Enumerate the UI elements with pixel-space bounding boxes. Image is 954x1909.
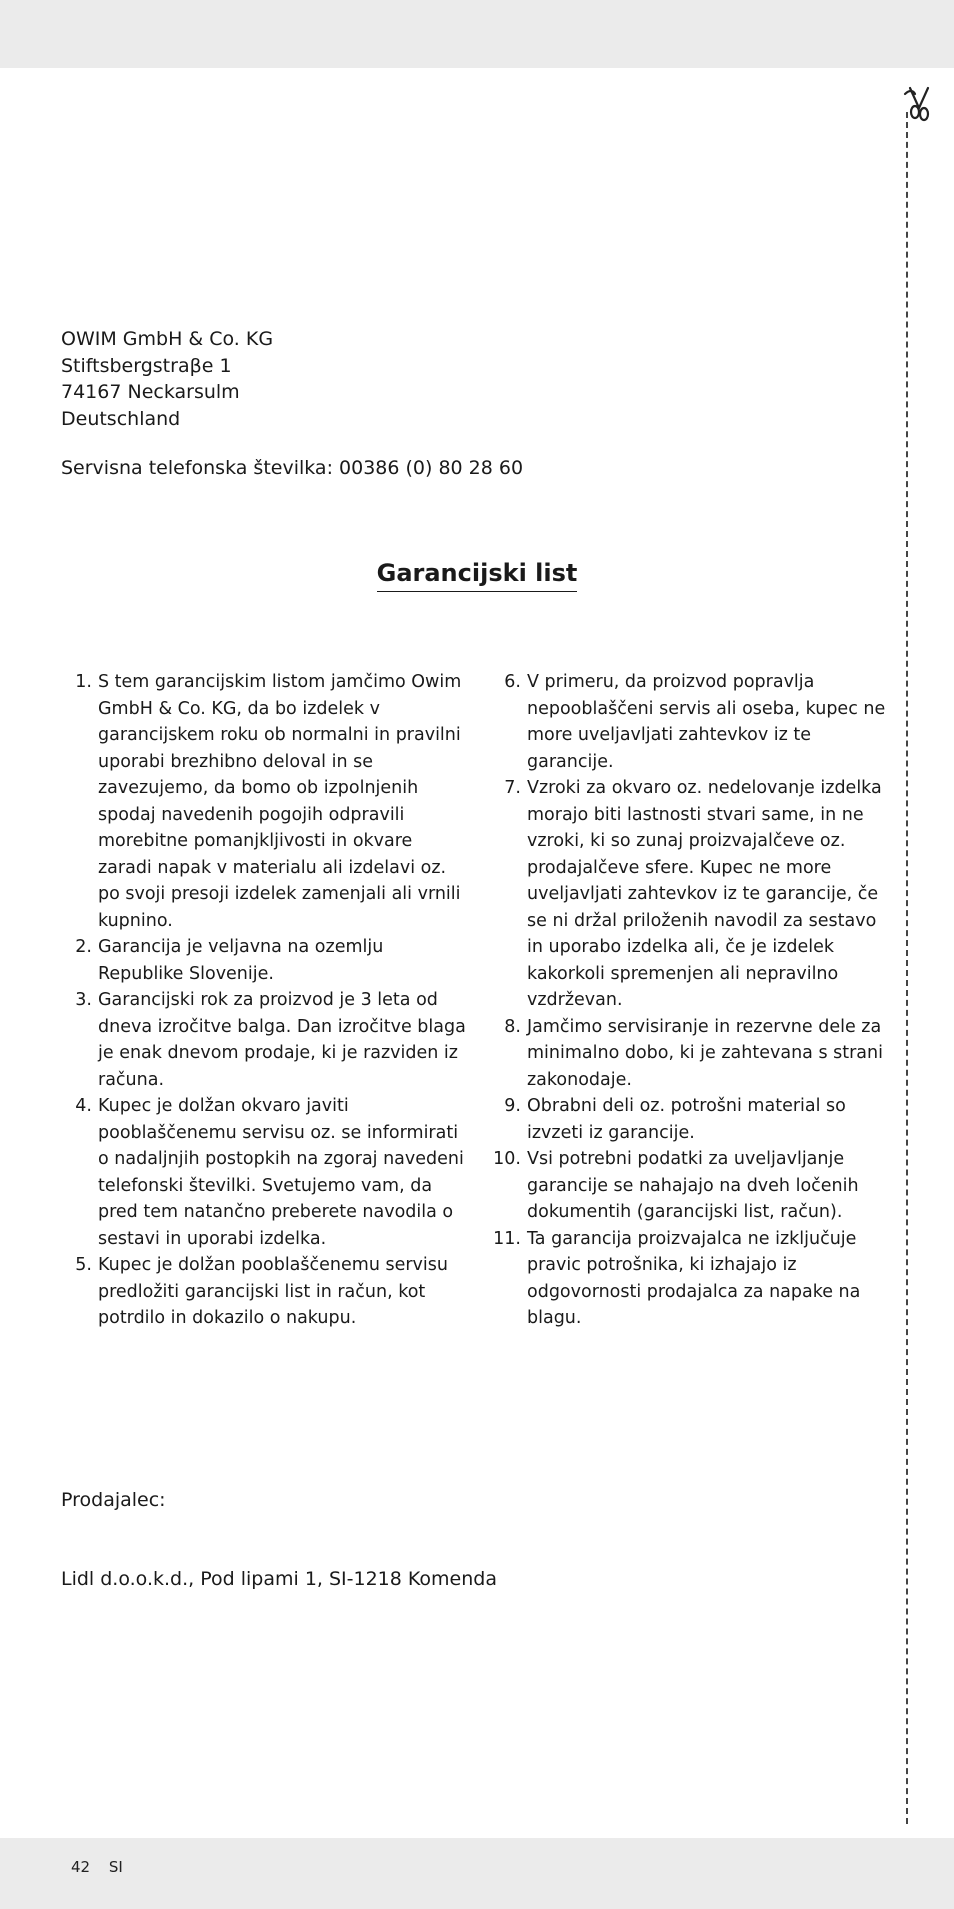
- terms-item-number: 9.: [504, 1096, 521, 1116]
- terms-item-number: 7.: [504, 778, 521, 798]
- terms-item-number: 1.: [75, 672, 92, 692]
- terms-item: [490, 1226, 895, 1332]
- terms-item: [61, 1093, 466, 1252]
- terms-item: [490, 1093, 895, 1146]
- terms-item-text: Obrabni deli oz. potrošni material so izvzeti iz garancije.: [527, 1096, 846, 1143]
- language-code: SI: [108, 1858, 123, 1876]
- page-footer: [71, 1858, 137, 1876]
- manufacturer-address: [61, 326, 273, 432]
- service-phone: Servisna telefonska številka: 00386 (0) 80 28 60: [61, 457, 524, 479]
- terms-item-number: 6.: [504, 672, 521, 692]
- bottom-margin-band: [0, 1838, 954, 1909]
- terms-item-text: Ta garancija proizvajalca ne izključuje pravic potrošnika, ki izhajajo iz odgovornosti prodajalca za napake na blagu.: [527, 1228, 861, 1328]
- terms-item-number: 2.: [75, 937, 92, 957]
- terms-item-text: S tem garancijskim listom jamčimo Owim GmbH & Co. KG, da bo izdelek v garancijskem roku ob normalni in pravilni uporabi brezhibno deloval in se zavezujemo, da bomo ob izpolnjenih spodaj navedenih pogojih odpravili morebitne pomanjkljivosti in okvare zaradi napak v materialu ali izdelavi oz. po svoji presoji izdelek zamenjali ali vrnili kupnino.: [98, 672, 462, 931]
- terms-item-number: 3.: [75, 990, 92, 1010]
- terms-item-text: Vsi potrebni podatki za uveljavljanje garancije se nahajajo na dveh ločenih dokumentih (garancijski list, račun).: [527, 1149, 859, 1222]
- address-country: Deutschland: [61, 407, 181, 430]
- terms-column-left: [61, 669, 466, 1332]
- page-title-text: Garancijski list: [377, 559, 578, 592]
- terms-item-text: Kupec je dolžan okvaro javiti pooblaščenemu servisu oz. se informirati o nadaljnjih postopkih na zgoraj navedeni telefonski številki. Svetujemo vam, da pred tem natančno preberete navodila o sestavi in uporabi izdelka.: [98, 1096, 464, 1249]
- terms-item-number: 11.: [493, 1228, 521, 1249]
- terms-item-text: Kupec je dolžan pooblaščenemu servisu predložiti garancijski list in račun, kot potrdilo in dokazilo o nakupu.: [98, 1255, 448, 1328]
- terms-item: [61, 1252, 466, 1332]
- terms-item-number: 4.: [75, 1096, 92, 1116]
- terms-item: [490, 1014, 895, 1094]
- cut-line: [906, 112, 908, 1824]
- terms-item: [61, 987, 466, 1093]
- terms-item-text: Jamčimo servisiranje in rezervne dele za minimalno dobo, ki je zahtevana s strani zakonodaje.: [527, 1016, 883, 1090]
- terms-item: [490, 669, 895, 775]
- terms-item: [490, 775, 895, 1014]
- terms-item-text: Vzroki za okvaro oz. nedelovanje izdelka morajo biti lastnosti stvari same, in ne vzroki, ki so zunaj proizvajalčeve oz. prodajalčeve sfere. Kupec ne more uveljavljati zahtevkov iz te garancije, če se ni držal priloženih navodil za sestavo in uporabo izdelka ali, če je izdelek kakorkoli spremenjen ali nepravilno vzdrževan.: [527, 778, 882, 1010]
- page-number: 42: [71, 1858, 91, 1876]
- terms-item-text: V primeru, da proizvod popravlja nepooblaščeni servis ali oseba, kupec ne more uveljavljati zahtevkov iz te garancije.: [527, 672, 886, 772]
- terms-item: [61, 669, 466, 934]
- terms-item-text: Garancija je veljavna na ozemlju Republike Slovenije.: [98, 937, 384, 984]
- terms-item-number: 10.: [493, 1149, 521, 1169]
- terms-item-number: 8.: [504, 1016, 521, 1037]
- terms-item-text: Garancijski rok za proizvod je 3 leta od dneva izročitve balga. Dan izročitve blaga je enak dnevom prodaje, ki je razviden iz računa.: [98, 990, 466, 1090]
- address-city: 74167 Neckarsulm: [61, 381, 240, 403]
- terms-item: [490, 1146, 895, 1226]
- seller-label: Prodajalec:: [61, 1489, 166, 1511]
- terms-item: [61, 934, 466, 987]
- page-title: [0, 559, 954, 587]
- terms-column-right: [490, 669, 895, 1332]
- scissors-icon: [899, 78, 939, 126]
- seller-address: Lidl d.o.o.k.d., Pod lipami 1, SI-1218 Komenda: [61, 1568, 497, 1590]
- address-company: OWIM GmbH & Co. KG: [61, 328, 274, 350]
- address-street: Stiftsbergstraβe 1: [61, 354, 232, 377]
- terms-item-number: 5.: [75, 1255, 92, 1275]
- top-margin-band: [0, 0, 954, 68]
